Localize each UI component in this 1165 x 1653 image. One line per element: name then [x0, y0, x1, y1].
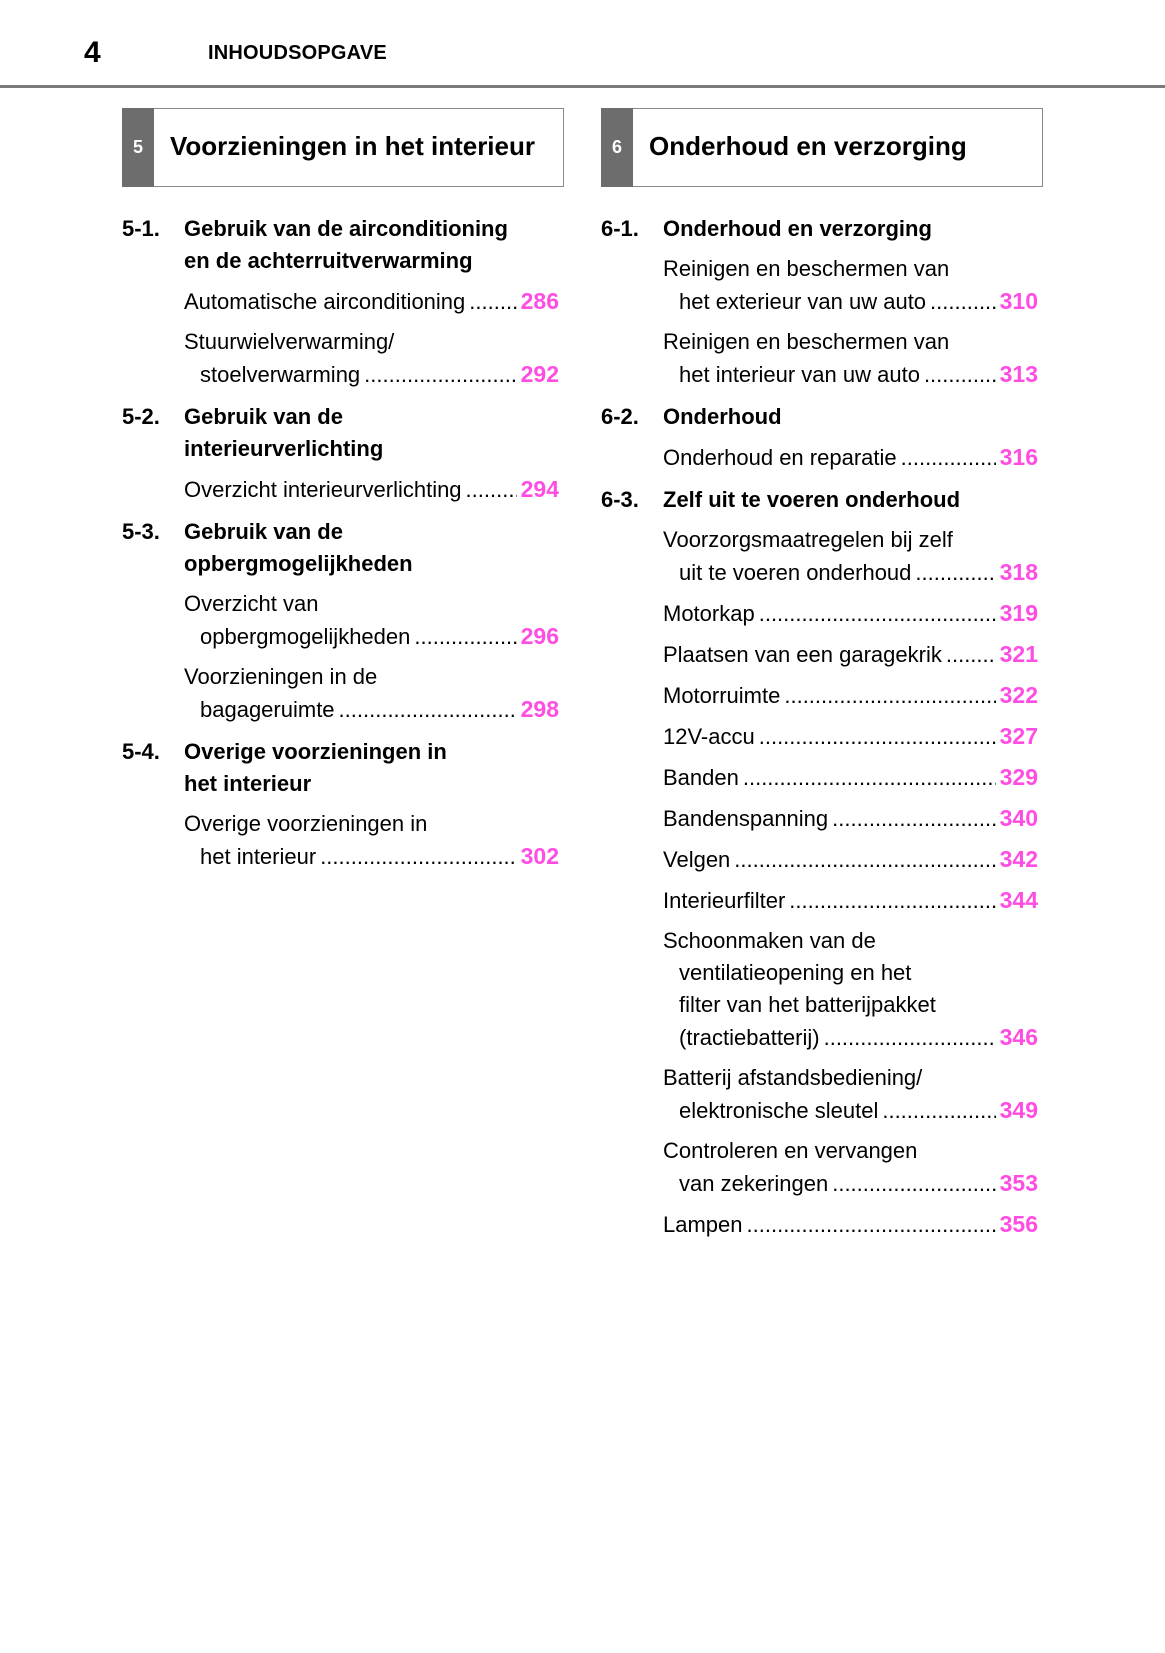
entry-last-line: [663, 679, 1038, 712]
section-title-line: het interieur: [184, 771, 312, 796]
section-heading: [601, 213, 1038, 245]
section-number: 5-2.: [122, 404, 160, 429]
entry-title: Interieurfilter: [663, 888, 786, 913]
entry-text-line: Controleren en vervangen: [663, 1138, 918, 1163]
entry-text-line: Overige voorzieningen in: [184, 811, 428, 836]
toc-section: [122, 736, 559, 873]
chapter-6-number-tab: 6: [601, 108, 633, 187]
chapter-5-title: Voorzieningen in het interieur: [170, 131, 535, 161]
toc-entry[interactable]: [663, 1208, 1038, 1241]
toc-entry[interactable]: [663, 720, 1038, 753]
toc-entry[interactable]: [663, 1135, 1038, 1200]
section-title: [184, 736, 559, 800]
section-heading: [122, 516, 559, 580]
page-reference-link[interactable]: 329: [999, 764, 1038, 790]
entry-text-line: Reinigen en beschermen van: [663, 256, 950, 281]
page-reference-link[interactable]: 316: [999, 444, 1038, 470]
entry-last-line: [184, 620, 559, 653]
page-reference-link[interactable]: 294: [520, 476, 559, 502]
toc-entry[interactable]: [184, 473, 559, 506]
dot-leader: [466, 474, 517, 506]
toc-entry[interactable]: [663, 802, 1038, 835]
dot-leader: [784, 680, 995, 712]
entry-last-line: [663, 761, 1038, 794]
dot-leader: [469, 286, 516, 318]
chapter-6-title: Onderhoud en verzorging: [649, 131, 967, 161]
entry-last-line: [663, 884, 1038, 917]
dot-leader: [320, 841, 516, 873]
section-title-line: Zelf uit te voeren onderhoud: [663, 487, 961, 512]
toc-entry[interactable]: [663, 761, 1038, 794]
entry-list: [663, 524, 1038, 1241]
section-number: 6-3.: [601, 487, 639, 512]
entry-last-line: [184, 358, 559, 391]
entry-title: het interieur: [200, 844, 317, 869]
dot-leader: [882, 1095, 995, 1127]
entry-last-line: [184, 473, 559, 506]
page-reference-link[interactable]: 302: [520, 843, 559, 869]
page-reference-link[interactable]: 349: [999, 1097, 1038, 1123]
entry-title: Banden: [663, 765, 739, 790]
entry-last-line: [663, 843, 1038, 876]
section-title: [184, 516, 559, 580]
entry-title: uit te voeren onderhoud: [679, 560, 912, 585]
section-heading: [122, 401, 559, 465]
toc-entry[interactable]: [663, 597, 1038, 630]
dot-leader: [930, 286, 996, 318]
entry-title: Lampen: [663, 1212, 743, 1237]
section-title-line: Gebruik van de: [184, 404, 343, 429]
page-reference-link[interactable]: 296: [520, 623, 559, 649]
toc-section: [601, 213, 1038, 391]
page-reference-link[interactable]: 310: [999, 288, 1038, 314]
page-reference-link[interactable]: 321: [999, 641, 1038, 667]
chapter-5-toc: [122, 213, 559, 873]
dot-leader: [747, 1209, 996, 1241]
entry-title: Motorkap: [663, 601, 755, 626]
dot-leader: [824, 1022, 996, 1054]
entry-last-line: [184, 285, 559, 318]
toc-entry[interactable]: [663, 524, 1038, 589]
section-number: 6-1.: [601, 216, 639, 241]
toc-entry[interactable]: [663, 441, 1038, 474]
section-title: [663, 213, 1038, 245]
page-reference-link[interactable]: 356: [999, 1211, 1038, 1237]
section-title-line: Onderhoud en verzorging: [663, 216, 932, 241]
entry-title: Overzicht interieurverlichting: [184, 477, 462, 502]
section-title: [184, 213, 559, 277]
entry-title: Automatische airconditioning: [184, 289, 466, 314]
entry-last-line: [184, 840, 559, 873]
section-title: [663, 401, 1038, 433]
dot-leader: [339, 694, 517, 726]
page-reference-link[interactable]: 342: [999, 846, 1038, 872]
entry-title: Velgen: [663, 847, 731, 872]
dot-leader: [789, 885, 995, 917]
header-divider: [0, 85, 1165, 88]
page-reference-link[interactable]: 318: [999, 559, 1038, 585]
section-number: 6-2.: [601, 404, 639, 429]
entry-list: [184, 285, 559, 391]
section-title-line: Onderhoud: [663, 404, 782, 429]
section-heading: [601, 401, 1038, 433]
page-reference-link[interactable]: 313: [999, 361, 1038, 387]
toc-section: [601, 401, 1038, 474]
entry-title: van zekeringen: [679, 1171, 829, 1196]
page-reference-link[interactable]: 322: [999, 682, 1038, 708]
entry-last-line: [663, 597, 1038, 630]
entry-text-line: Voorzorgsmaatregelen bij zelf: [663, 527, 953, 552]
page-reference-link[interactable]: 340: [999, 805, 1038, 831]
dot-leader: [901, 442, 996, 474]
dot-leader: [414, 621, 516, 653]
entry-list: [184, 808, 559, 873]
entry-list: [184, 473, 559, 506]
entry-title: Motorruimte: [663, 683, 781, 708]
section-title-line: interieurverlichting: [184, 436, 384, 461]
entry-title: Onderhoud en reparatie: [663, 445, 897, 470]
section-title-line: opbergmogelijkheden: [184, 551, 413, 576]
entry-text-line: Schoonmaken van de: [663, 928, 876, 953]
entry-text-line: Batterij afstandsbediening/: [663, 1065, 923, 1090]
dot-leader: [832, 1168, 995, 1200]
entry-last-line: [663, 285, 1038, 318]
entry-title: het interieur van uw auto: [679, 362, 920, 387]
entry-last-line: [184, 693, 559, 726]
entry-title: (tractiebatterij): [679, 1025, 820, 1050]
section-heading: [122, 736, 559, 800]
entry-list: [663, 253, 1038, 391]
entry-last-line: [663, 802, 1038, 835]
toc-entry[interactable]: [663, 253, 1038, 318]
entry-title: stoelverwarming: [200, 362, 361, 387]
toc-section: [122, 213, 559, 391]
toc-section: [122, 516, 559, 726]
entry-last-line: [663, 638, 1038, 671]
page-reference-link[interactable]: 344: [999, 887, 1038, 913]
entry-text-line: filter van het batterijpakket: [679, 992, 936, 1017]
dot-leader: [364, 359, 516, 391]
page-number: 4: [84, 36, 101, 69]
entry-last-line: [663, 720, 1038, 753]
entry-last-line: [663, 1021, 1038, 1054]
toc-entry[interactable]: [184, 588, 559, 653]
entry-title: bagageruimte: [200, 697, 335, 722]
toc-entry[interactable]: [663, 925, 1038, 1054]
entry-text-line: Reinigen en beschermen van: [663, 329, 950, 354]
section-number: 5-1.: [122, 216, 160, 241]
page-reference-link[interactable]: 298: [520, 696, 559, 722]
entry-title: Bandenspanning: [663, 806, 829, 831]
page-reference-link[interactable]: 327: [999, 723, 1038, 749]
section-title-line: Gebruik van de airconditioning: [184, 216, 508, 241]
entry-text-line: ventilatieopening en het: [679, 960, 912, 985]
entry-text-line: Stuurwielverwarming/: [184, 329, 395, 354]
toc-entry[interactable]: [663, 843, 1038, 876]
dot-leader: [743, 762, 996, 794]
entry-text-line: Voorzieningen in de: [184, 664, 378, 689]
toc-entry[interactable]: [663, 638, 1038, 671]
entry-last-line: [663, 1167, 1038, 1200]
entry-list: [663, 441, 1038, 474]
chapter-6-toc: [601, 213, 1038, 1241]
entry-last-line: [663, 1094, 1038, 1127]
entry-last-line: [663, 556, 1038, 589]
page-reference-link[interactable]: 353: [999, 1170, 1038, 1196]
entry-title: opbergmogelijkheden: [200, 624, 411, 649]
toc-entry[interactable]: [663, 326, 1038, 391]
dot-leader: [924, 359, 996, 391]
toc-entry[interactable]: [663, 679, 1038, 712]
entry-last-line: [663, 358, 1038, 391]
section-title-line: Overige voorzieningen in: [184, 739, 447, 764]
page-reference-link[interactable]: 286: [520, 288, 559, 314]
toc-section: [122, 401, 559, 506]
chapter-5-number-tab: 5: [122, 108, 154, 187]
entry-last-line: [663, 441, 1038, 474]
section-title-line: Gebruik van de: [184, 519, 343, 544]
section-number: 5-4.: [122, 739, 160, 764]
entry-list: [184, 588, 559, 726]
page-reference-link[interactable]: 292: [520, 361, 559, 387]
page-header: [0, 0, 1165, 90]
section-number: 5-3.: [122, 519, 160, 544]
page-reference-link[interactable]: 346: [999, 1024, 1038, 1050]
toc-entry[interactable]: [184, 285, 559, 318]
entry-title: Plaatsen van een garagekrik: [663, 642, 942, 667]
dot-leader: [759, 598, 996, 630]
toc-entry[interactable]: [184, 808, 559, 873]
chapter-5-heading: [122, 108, 564, 187]
dot-leader: [832, 803, 995, 835]
header-title: INHOUDSOPGAVE: [208, 42, 387, 64]
chapter-6-heading: [601, 108, 1043, 187]
section-heading: [601, 484, 1038, 516]
entry-title: elektronische sleutel: [679, 1098, 879, 1123]
entry-title: 12V-accu: [663, 724, 755, 749]
dot-leader: [734, 844, 995, 876]
section-heading: [122, 213, 559, 277]
section-title: [663, 484, 1038, 516]
entry-last-line: [663, 1208, 1038, 1241]
page-reference-link[interactable]: 319: [999, 600, 1038, 626]
toc-entry[interactable]: [184, 326, 559, 391]
dot-leader: [915, 557, 995, 589]
toc-entry[interactable]: [663, 1062, 1038, 1127]
dot-leader: [946, 639, 996, 671]
dot-leader: [759, 721, 996, 753]
section-title: [184, 401, 559, 465]
toc-entry[interactable]: [663, 884, 1038, 917]
section-title-line: en de achterruitverwarming: [184, 248, 473, 273]
entry-text-line: Overzicht van: [184, 591, 319, 616]
toc-entry[interactable]: [184, 661, 559, 726]
toc-section: [601, 484, 1038, 1241]
entry-title: het exterieur van uw auto: [679, 289, 927, 314]
